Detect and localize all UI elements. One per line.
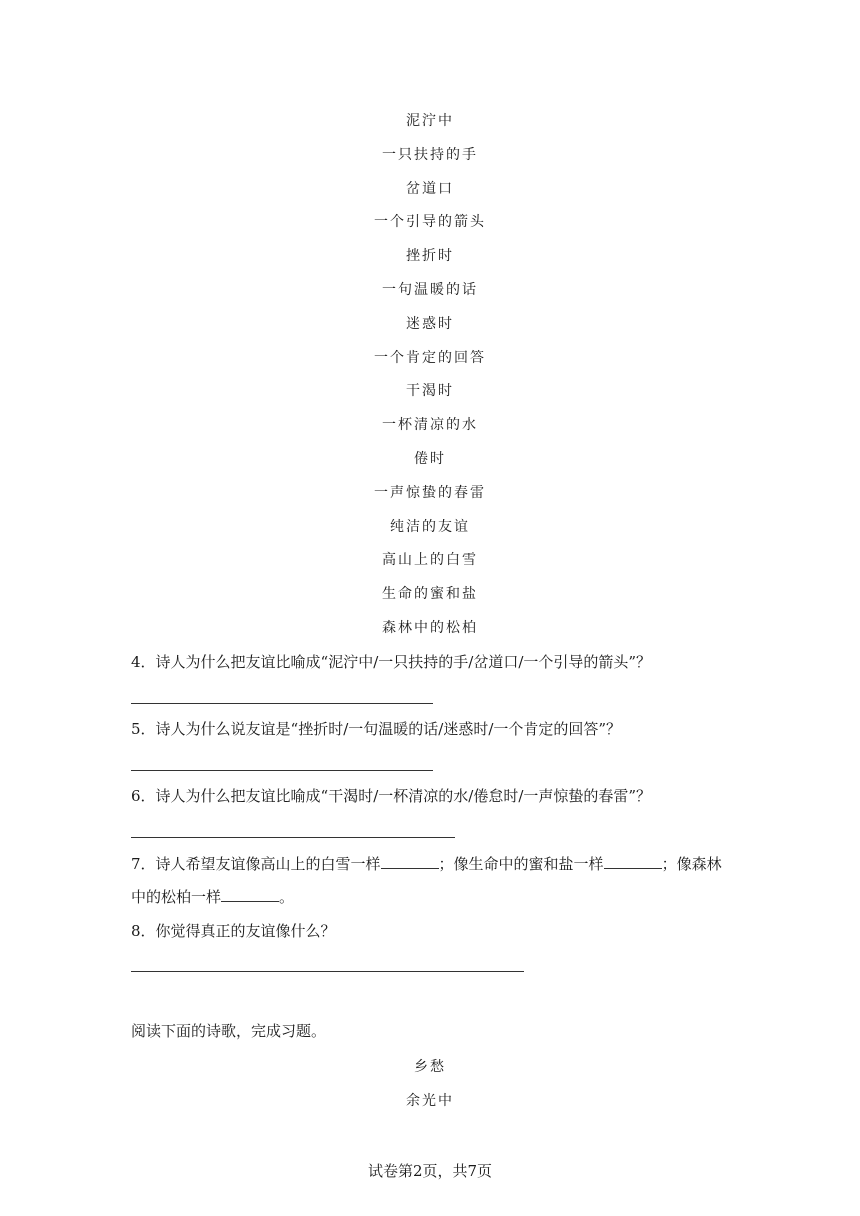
poem-line: 一个引导的箭头 — [374, 214, 486, 231]
poem-line: 纯洁的友谊 — [390, 518, 470, 535]
answer-line-5[interactable] — [131, 770, 433, 771]
page-footer: 试卷第2页，共7页 — [367, 1162, 493, 1180]
poem-line: 一声惊蛰的春雷 — [374, 484, 486, 501]
question-7-text: 7．诗人希望友谊像高山上的白雪一样 — [131, 855, 381, 873]
answer-line-8[interactable] — [131, 971, 524, 972]
fill-blank-3[interactable] — [221, 887, 279, 902]
question-7-cont — [131, 886, 294, 908]
question-8: 8．你觉得真正的友谊像什么？ — [131, 922, 336, 940]
poem-line: 挫折时 — [406, 248, 454, 265]
poem-title: 乡愁 — [414, 1059, 446, 1075]
poem-friendship — [0, 110, 860, 651]
question-7-text: 中的松柏一样 — [131, 888, 222, 906]
poem-line: 一只扶持的手 — [382, 146, 478, 163]
answer-line-4[interactable] — [131, 703, 433, 704]
question-7-text: 。 — [279, 888, 295, 906]
fill-blank-1[interactable] — [381, 854, 439, 869]
answer-line-6[interactable] — [131, 837, 455, 838]
poem-line: 迷惑时 — [406, 315, 454, 332]
poem-line: 泥泞中 — [406, 113, 454, 129]
fill-blank-2[interactable] — [604, 854, 662, 869]
poem-line: 生命的蜜和盐 — [382, 586, 478, 603]
poem-line: 高山上的白雪 — [382, 552, 478, 569]
poem-author: 余光中 — [406, 1093, 454, 1109]
poem-line: 岔道口 — [406, 180, 454, 197]
poem-line: 一杯清凉的水 — [382, 417, 478, 434]
question-7 — [131, 853, 722, 875]
poem-line: 干渴时 — [406, 383, 454, 400]
question-7-text: ；像森林 — [661, 855, 722, 873]
question-7-text: ；像生命中的蜜和盐一样 — [438, 855, 604, 873]
section-instruction: 阅读下面的诗歌，完成习题。 — [131, 1022, 327, 1040]
question-6: 6．诗人为什么把友谊比喻成“干渴时/一杯清凉的水/倦怠时/一声惊蛰的春雷”？ — [131, 787, 652, 805]
question-4: 4．诗人为什么把友谊比喻成“泥泞中/一只扶持的手/岔道口/一个引导的箭头”？ — [131, 653, 652, 671]
poem-line: 一句温暖的话 — [382, 281, 478, 298]
poem-line: 森林中的松柏 — [382, 619, 478, 636]
question-5: 5．诗人为什么说友谊是“挫折时/一句温暖的话/迷惑时/一个肯定的回答”？ — [131, 720, 622, 738]
poem-line: 倦时 — [414, 450, 446, 467]
poem-line: 一个肯定的回答 — [374, 349, 486, 366]
